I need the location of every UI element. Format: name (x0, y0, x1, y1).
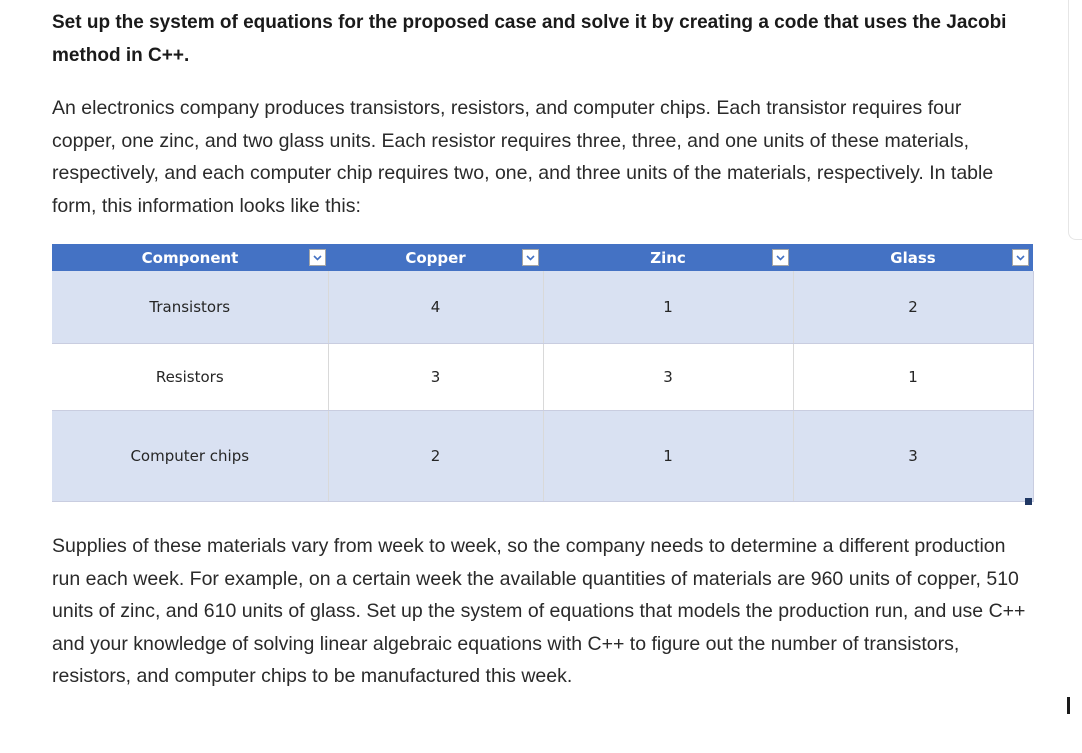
table-row (52, 344, 1033, 411)
table-cell: 2 (793, 271, 1033, 344)
filter-dropdown-button[interactable] (1012, 249, 1029, 266)
table-cell: 1 (543, 271, 793, 344)
table-cell: 2 (328, 411, 543, 502)
text-cursor (1067, 697, 1070, 714)
table-cell: 3 (328, 344, 543, 411)
header-copper (328, 244, 543, 271)
chevron-down-icon (313, 255, 322, 261)
header-label: Zinc (650, 248, 686, 267)
filter-dropdown-button[interactable] (772, 249, 789, 266)
table-cell: 1 (543, 411, 793, 502)
header-component (52, 244, 328, 271)
table-row (52, 271, 1033, 344)
materials-table (52, 244, 1034, 502)
table-cell: 4 (328, 271, 543, 344)
intro-paragraph: An electronics company produces transistors, resistors, and computer chips. Each transistor requires four copper, one zinc, and two glass units. Each resistor requires three, three, and one units of these materials, respectively, and each computer chip requires two, one, and three units of the materials, respectively. In table form, this information looks like this: (52, 97, 994, 217)
table-cell: 3 (793, 411, 1033, 502)
table-resize-handle[interactable] (1025, 498, 1032, 505)
chevron-down-icon (776, 255, 785, 261)
question-heading: Set up the system of equations for the proposed case and solve it by creating a code that uses the Jacobi method in C++. (52, 12, 1007, 66)
table-cell: 3 (543, 344, 793, 411)
header-label: Glass (890, 248, 936, 267)
table-cell: 1 (793, 344, 1033, 411)
chevron-down-icon (526, 255, 535, 261)
chevron-down-icon (1016, 255, 1025, 261)
header-label: Copper (405, 248, 466, 267)
table-row (52, 411, 1033, 502)
table-cell: Transistors (52, 271, 328, 344)
side-panel-edge (1068, 0, 1082, 240)
header-zinc (543, 244, 793, 271)
filter-dropdown-button[interactable] (309, 249, 326, 266)
table-header-row (52, 244, 1033, 271)
table-cell: Resistors (52, 344, 328, 411)
filter-dropdown-button[interactable] (522, 249, 539, 266)
closing-paragraph: Supplies of these materials vary from week to week, so the company needs to determine a different production run each week. For example, on a certain week the available quantities of materials are 960 units of copper, 510 units of zinc, and 610 units of glass. Set up the system of equations that models the production run, and use C++ and your knowledge of solving linear algebraic equations with C++ to figure out the number of transistors, resistors, and computer chips to be manufactured this week. (52, 535, 1026, 687)
table-cell: Computer chips (52, 411, 328, 502)
header-glass (793, 244, 1033, 271)
header-label: Component (141, 248, 239, 267)
